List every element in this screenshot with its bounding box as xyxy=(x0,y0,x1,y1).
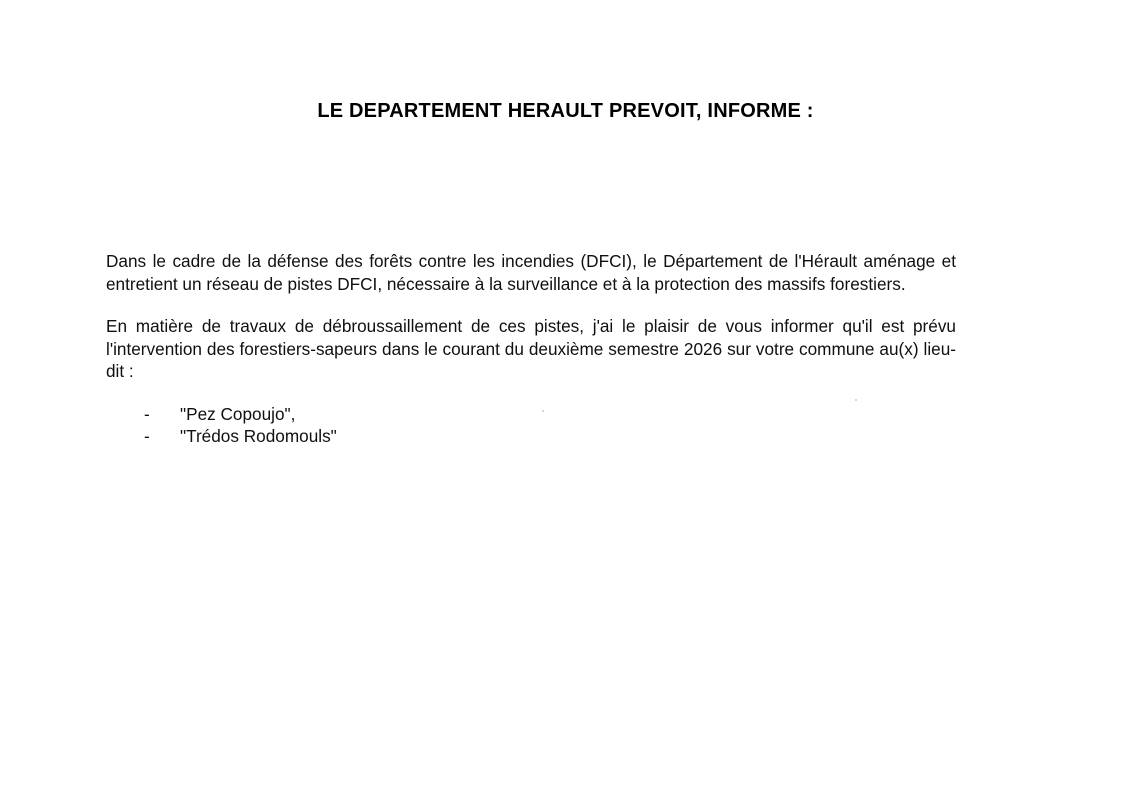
list-item xyxy=(106,425,956,448)
document-title: LE DEPARTEMENT HERAULT PREVOIT, INFORME : xyxy=(317,100,814,122)
list-dash: - xyxy=(144,403,150,424)
place-name: "Pez Copoujo", xyxy=(180,403,296,424)
paragraph-dfci-intro: Dans le cadre de la défense des forêts contre les incendies (DFCI), le Département de l'Hérault aménage et entretient un réseau de pistes DFCI, nécessaire à la surveillance et à la protection des massifs forestiers. xyxy=(106,251,956,294)
scan-speck xyxy=(855,399,857,401)
scan-speck xyxy=(542,410,544,412)
paragraph-works-notice: En matière de travaux de débroussaillement de ces pistes, j'ai le plaisir de vous informer qu'il est prévu l'intervention des forestiers-sapeurs dans le courant du deuxième semestre 2026 sur votre commune au(x) lieu-dit : xyxy=(106,316,956,381)
place-list xyxy=(106,403,956,448)
list-dash: - xyxy=(144,426,150,446)
place-name: "Trédos Rodomouls" xyxy=(180,426,337,446)
list-item xyxy=(106,403,956,426)
scanned-letter-body xyxy=(106,250,956,448)
